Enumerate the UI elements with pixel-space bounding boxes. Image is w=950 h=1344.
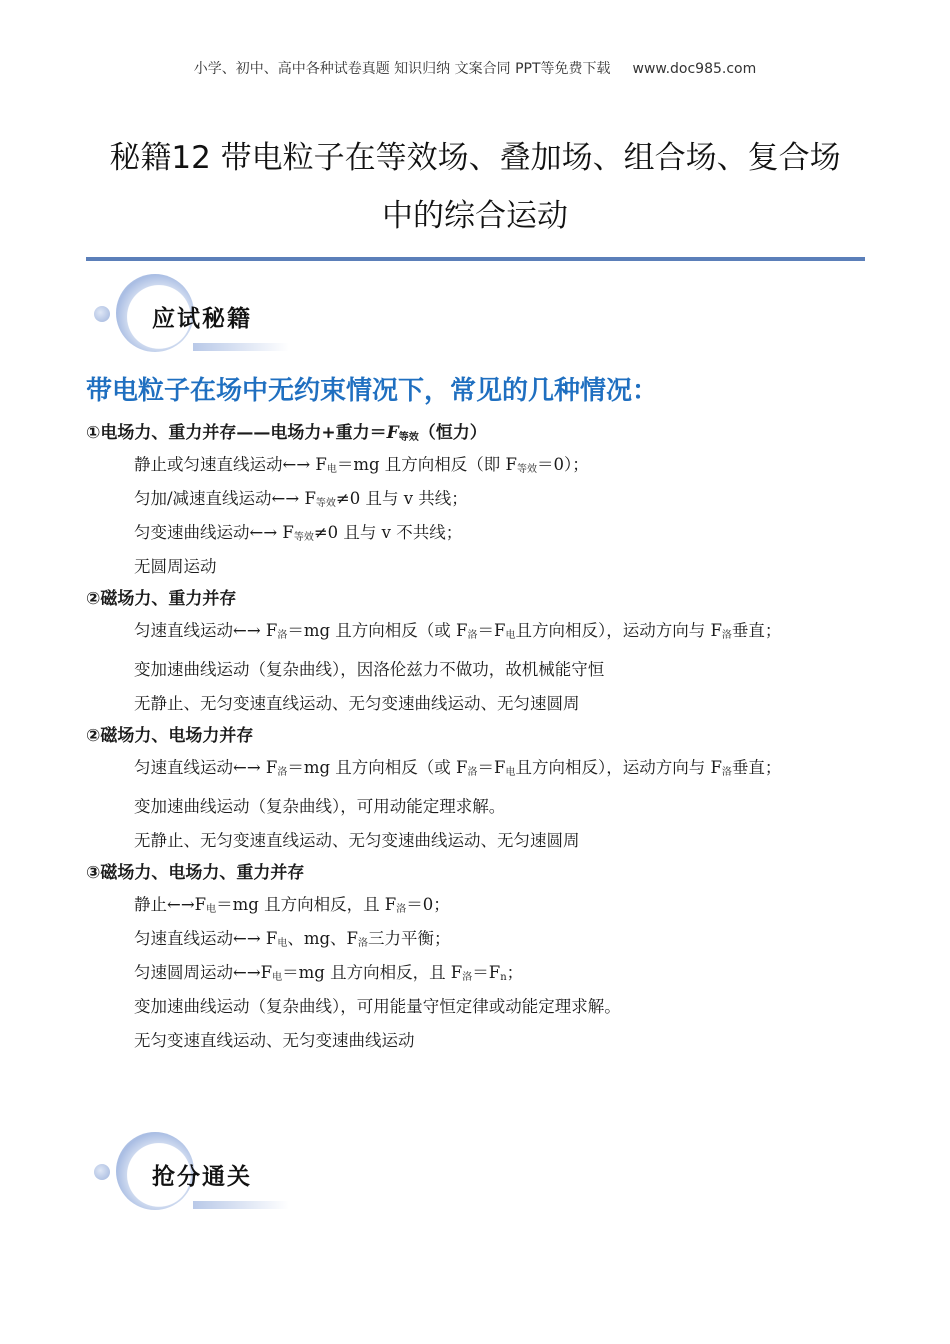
subheading-magnetic-gravity: ②磁场力、重力并存: [86, 589, 237, 609]
text-line: 变加速曲线运动（复杂曲线），可用能量守恒定律或动能定理求解。: [134, 997, 621, 1016]
section-badge-yingshi: [88, 272, 298, 362]
subheading-magnetic-electric-gravity: ③磁场力、电场力、重力并存: [86, 863, 305, 883]
badge-underline: [193, 343, 289, 351]
section-heading: 带电粒子在场中无约束情况下，常见的几种情况：: [86, 376, 659, 406]
text-line: 无圆周运动: [134, 557, 217, 576]
content-body: [86, 418, 861, 1058]
subheading-magnetic-electric: ②磁场力、电场力并存: [86, 726, 254, 746]
text-line: 匀变速曲线运动←→ $F_{等效}\ne 0$ 且与 v 不共线；: [134, 523, 463, 543]
text-line: 匀速直线运动←→ $F_电$、mg、$F_洛$三力平衡；: [134, 929, 451, 949]
text-line: 静止或匀速直线运动←→ $F_电=mg$ 且方向相反（即 $F_{等效}=0$）；: [134, 455, 589, 475]
badge-underline: [193, 1201, 289, 1209]
document-title-line-2: 中的综合运动: [382, 198, 568, 234]
page-header: [0, 58, 950, 78]
text-line: 匀速圆周运动$\leftarrow\to F_电=mg$ 且方向相反，且 $F_洛=F_n$；: [134, 963, 524, 983]
text-line: 变加速曲线运动（复杂曲线），因洛伦兹力不做功，故机械能守恒: [134, 660, 605, 679]
text-line: 静止$\leftarrow\to F_电=mg$ 且方向相反，且 $F_洛=0$；: [134, 895, 450, 915]
subheading-electric-gravity: ①电场力、重力并存——电场力+重力$=F_{等效}$（恒力）: [86, 423, 487, 443]
text-line: 无静止、无匀变速直线运动、无匀变速曲线运动、无匀速圆周: [134, 831, 580, 850]
text-line: 无匀变速直线运动、无匀变速曲线运动: [134, 1031, 415, 1050]
badge-label: 抢分通关: [152, 1164, 252, 1190]
title-divider: [86, 257, 865, 261]
text-line: 匀速直线运动←→ $F_洛=mg$ 且方向相反（或 $F_洛=F_电$且方向相反），运动方向与 $F_洛$垂直；: [134, 758, 782, 778]
badge-dot: [94, 1164, 110, 1180]
text-line: 匀速直线运动←→ $F_洛=mg$ 且方向相反（或 $F_洛=F_电$且方向相反），运动方向与 $F_洛$垂直；: [134, 621, 782, 641]
text-line: 无静止、无匀变速直线运动、无匀变速曲线运动、无匀速圆周: [134, 694, 580, 713]
header-site-link[interactable]: www.doc985.com: [632, 61, 757, 77]
header-text: 小学、初中、高中各种试卷真题 知识归纳 文案合同 PPT等免费下载: [193, 61, 611, 77]
badge-dot: [94, 306, 110, 322]
document-title-line-1: 秘籍12 带电粒子在等效场、叠加场、组合场、复合场: [109, 140, 841, 176]
section-badge-qiangfen: [88, 1130, 298, 1220]
text-line: 匀加/减速直线运动←→ $F_{等效}\ne 0$ 且与 v 共线；: [134, 489, 468, 509]
text-line: 变加速曲线运动（复杂曲线），可用动能定理求解。: [134, 797, 506, 816]
badge-label: 应试秘籍: [152, 306, 252, 332]
